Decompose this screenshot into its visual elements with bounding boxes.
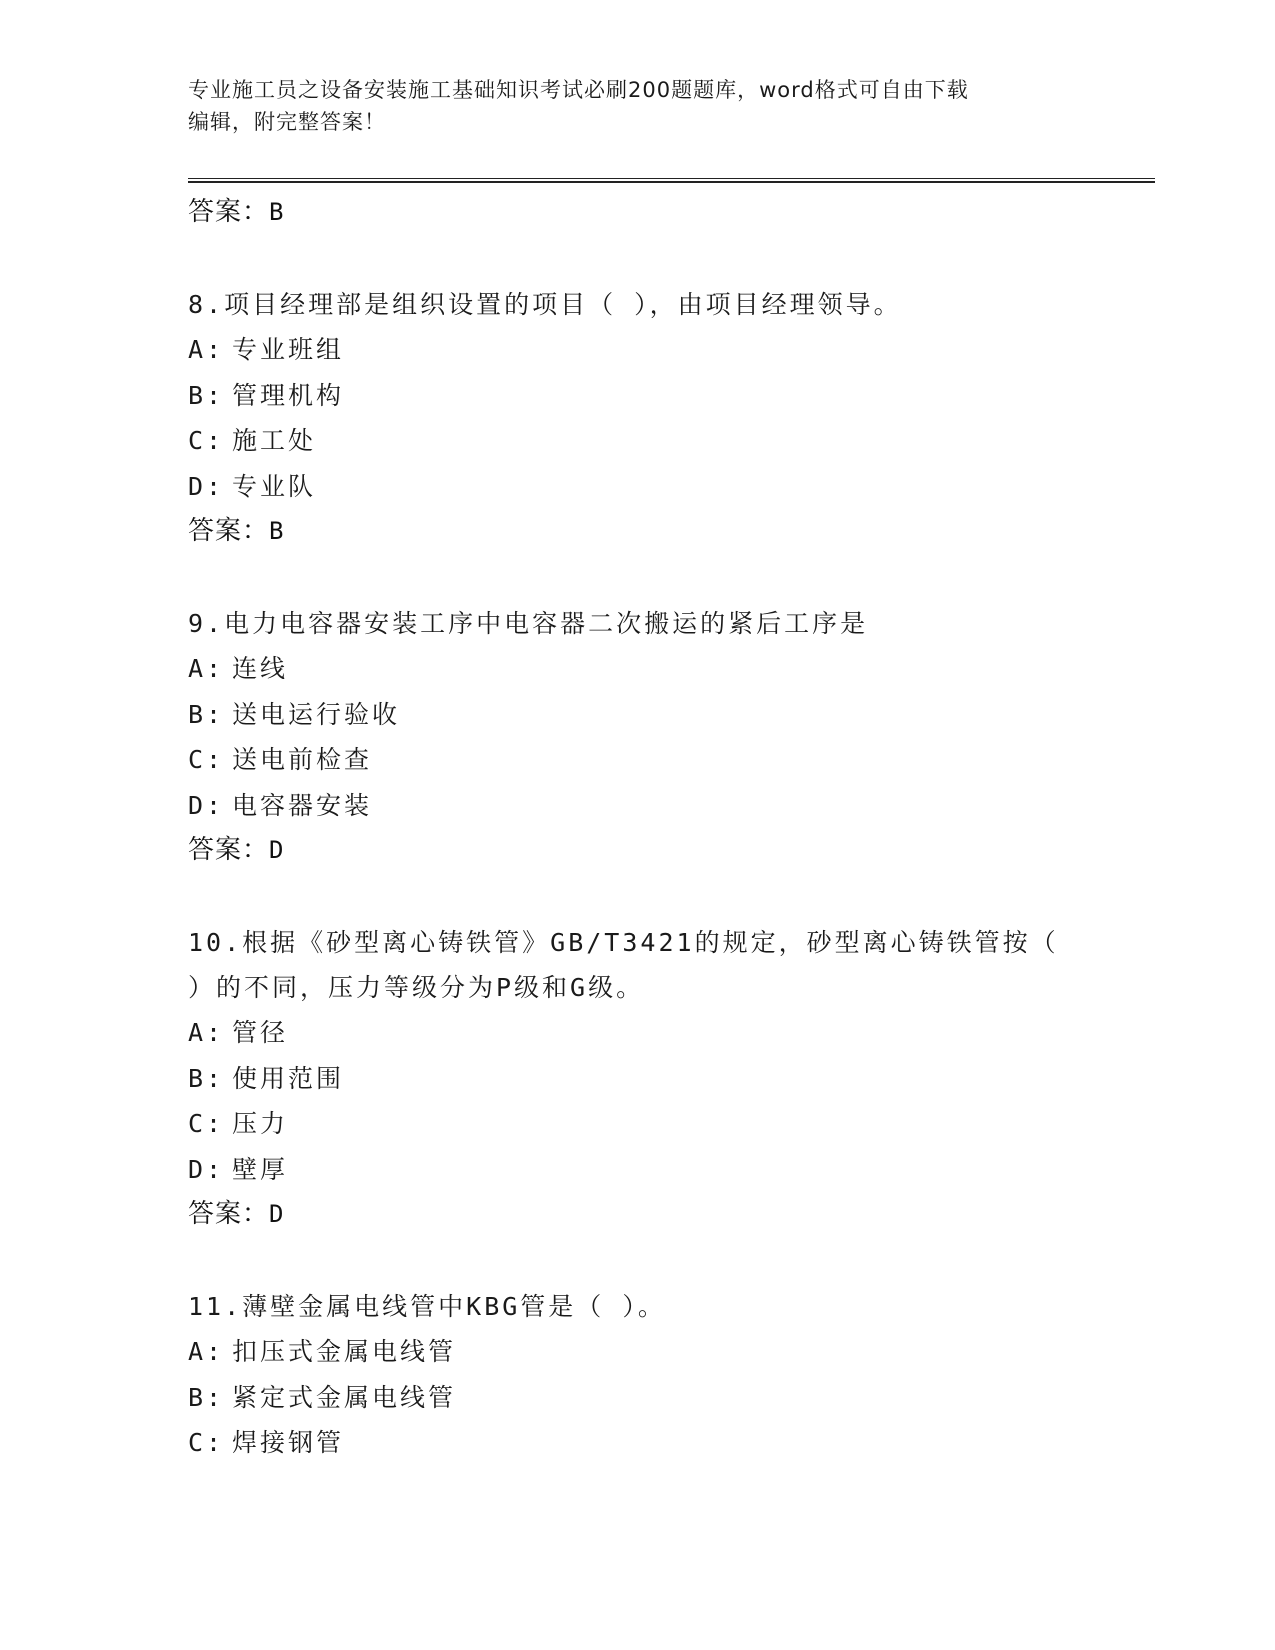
option-text: 连线	[232, 654, 289, 683]
option-b	[188, 692, 1088, 738]
document-header	[188, 74, 1068, 138]
option-letter: D:	[188, 471, 225, 501]
option-text: 管径	[232, 1018, 289, 1047]
option-a	[188, 1010, 1088, 1056]
option-d	[188, 783, 1088, 829]
question-8	[188, 282, 1088, 553]
option-d	[188, 464, 1088, 510]
option-text: 使用范围	[232, 1063, 345, 1093]
question-stem-line-2: ）的不同，压力等级分为P级和G级。	[188, 973, 645, 1002]
answer-value: B	[269, 517, 285, 545]
document-body	[188, 190, 1088, 1466]
option-text: 施工处	[232, 426, 317, 455]
answer-label: 答案：	[188, 835, 270, 865]
answer-label: 答案：	[188, 1199, 270, 1229]
option-a	[188, 646, 1088, 692]
option-text: 专业队	[232, 471, 317, 501]
answer-value: D	[269, 836, 285, 864]
option-letter: D:	[188, 1154, 225, 1184]
option-a	[188, 327, 1088, 373]
option-letter: B:	[188, 1382, 225, 1412]
option-b	[188, 1375, 1088, 1421]
option-c	[188, 418, 1088, 464]
answer-line	[188, 828, 1088, 872]
option-a	[188, 1329, 1088, 1375]
question-stem: 11.薄壁金属电线管中KBG管是（ ）。	[188, 1292, 666, 1321]
option-text: 壁厚	[232, 1154, 289, 1184]
option-text: 压力	[232, 1109, 289, 1138]
question-11	[188, 1284, 1088, 1466]
option-letter: B:	[188, 699, 225, 729]
option-text: 专业班组	[232, 335, 345, 364]
option-text: 送电前检查	[232, 745, 373, 774]
option-letter: A:	[188, 335, 225, 364]
option-text: 电容器安装	[232, 790, 373, 820]
option-b	[188, 373, 1088, 419]
option-text: 管理机构	[232, 380, 345, 410]
option-text: 焊接钢管	[232, 1428, 345, 1457]
answer-line	[188, 1192, 1088, 1236]
option-letter: B:	[188, 380, 225, 410]
question-stem-line-1: 10.根据《砂型离心铸铁管》GB/T3421的规定，砂型离心铸铁管按（	[188, 928, 1059, 957]
header-divider	[188, 178, 1155, 183]
question-stem: 9.电力电容器安装工序中电容器二次搬运的紧后工序是	[188, 609, 869, 638]
option-letter: C:	[188, 426, 225, 455]
header-title-line-1: 专业施工员之设备安装施工基础知识考试必刷200题题库，word格式可自由下载	[188, 78, 969, 102]
answer-line	[188, 509, 1088, 553]
option-text: 扣压式金属电线管	[232, 1337, 457, 1366]
option-letter: C:	[188, 1109, 225, 1138]
option-text: 紧定式金属电线管	[232, 1382, 457, 1412]
question-10	[188, 920, 1088, 1236]
option-c	[188, 737, 1088, 783]
option-letter: D:	[188, 790, 225, 820]
option-letter: C:	[188, 1428, 225, 1457]
answer-label: 答案：	[188, 197, 270, 227]
option-c	[188, 1101, 1088, 1147]
answer-value: B	[269, 198, 285, 226]
option-letter: B:	[188, 1063, 225, 1093]
header-title-line-2: 编辑，附完整答案！	[188, 110, 386, 134]
question-stem: 8.项目经理部是组织设置的项目（ ），由项目经理领导。	[188, 290, 902, 319]
option-c	[188, 1420, 1088, 1466]
option-text: 送电运行验收	[232, 699, 401, 729]
option-letter: A:	[188, 1337, 225, 1366]
answer-value: D	[269, 1200, 285, 1228]
answer-label: 答案：	[188, 516, 270, 546]
option-letter: C:	[188, 745, 225, 774]
option-letter: A:	[188, 1018, 225, 1047]
option-letter: A:	[188, 654, 225, 683]
option-b	[188, 1056, 1088, 1102]
option-d	[188, 1147, 1088, 1193]
question-9	[188, 601, 1088, 872]
answer-line	[188, 190, 1088, 234]
